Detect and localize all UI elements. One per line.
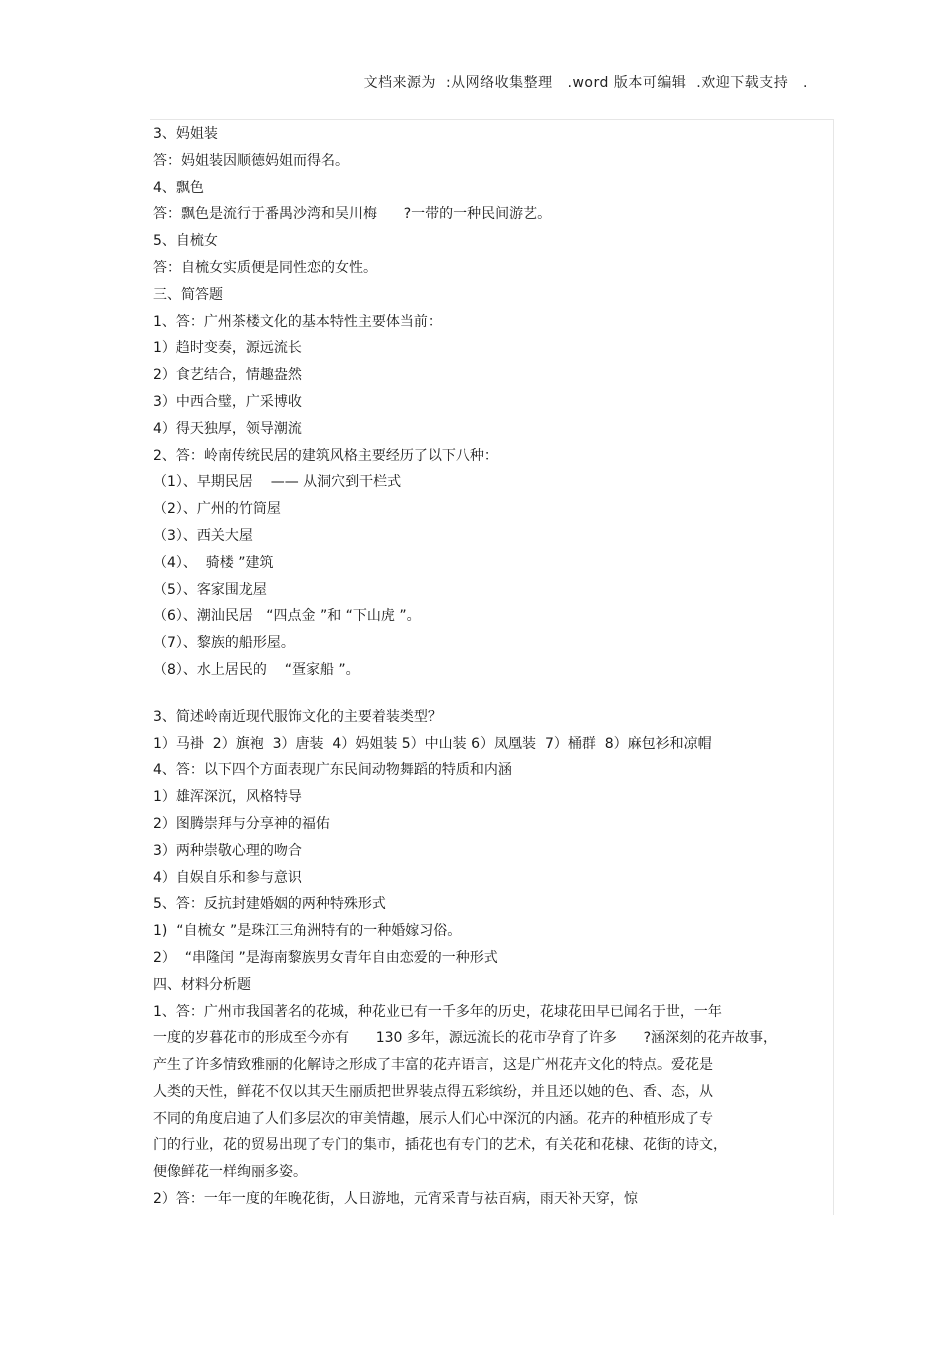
text-line: 人类的天性，鲜花不仅以其天生丽质把世界装点得五彩缤纷，并且还以她的色、香、态，从 [153, 1083, 713, 1100]
text-line: 2、答：岭南传统民居的建筑风格主要经历了以下八种： [153, 447, 498, 464]
text-line: 2）食艺结合，情趣盎然 [153, 367, 302, 384]
text-line: 4）自娱自乐和参与意识 [153, 869, 302, 886]
text-line: 四、材料分析题 [153, 976, 251, 993]
text-line: 便像鲜花一样绚丽多姿。 [153, 1164, 307, 1181]
text-line: 三、简答题 [153, 286, 223, 303]
text-line: 1、答：广州市我国著名的花城，种花业已有一千多年的历史，花埭花田早已闻名于世，一年 [153, 1003, 722, 1020]
text-line: 门的行业，花的贸易出现了专门的集市，插花也有专门的艺术，有关花和花棣、花街的诗文， [153, 1137, 727, 1154]
document-body [153, 121, 823, 1213]
text-line: 2） “串隆闰 ”是海南黎族男女青年自由恋爱的一种形式 [153, 949, 498, 966]
text-line [153, 684, 823, 704]
text-line: 1) “自梳女 ”是珠江三角洲特有的一种婚嫁习俗。 [153, 923, 462, 940]
text-line: 2）图腾崇拜与分享神的福佑 [153, 815, 330, 832]
text-line: 一度的岁暮花市的形成至今亦有 130 多年，源远流长的花市孕育了许多 ?涵深刻的花卉故事， [153, 1030, 778, 1047]
text-line: 1）雄浑深沉，风格特导 [153, 789, 302, 806]
text-line: 5、自梳女 [153, 233, 218, 250]
text-line: （2）、广州的竹筒屋 [153, 501, 281, 518]
text-line: （3）、西关大屋 [153, 527, 253, 544]
text-line: 3、妈姐装 [153, 126, 218, 142]
text-line: 2）答：一年一度的年晚花街，人日游地，元宵采青与祛百病，雨天补天穿，惊 [153, 1191, 638, 1208]
text-line: 1）马褂 2）旗袍 3）唐装 4）妈姐装 5）中山装 6）凤凰装 7）桶群 8）麻包衫和凉帽 [153, 735, 712, 752]
text-line: 5、答：反抗封建婚姻的两种特殊形式 [153, 896, 386, 913]
text-line: （7）、黎族的船形屋。 [153, 635, 295, 652]
text-line: 产生了许多情致雅丽的化解诗之形成了丰富的花卉语言，这是广州花卉文化的特点。爱花是 [153, 1057, 713, 1074]
text-line: 答：自梳女实质便是同性恋的女性。 [153, 259, 377, 276]
text-line: （8）、水上居民的 “疍家船 ”。 [153, 661, 360, 678]
text-line: （6）、潮汕民居 “四点金 ”和 “下山虎 ”。 [153, 608, 421, 625]
text-line: 4、飘色 [153, 179, 204, 196]
text-line: （5）、客家围龙屋 [153, 581, 267, 598]
text-line: 1）趋时变奏，源远流长 [153, 340, 302, 357]
text-line: 不同的角度启迪了人们多层次的审美情趣，展示人们心中深沉的内涵。花卉的种植形成了专 [153, 1110, 713, 1127]
text-line: 3）两种崇敬心理的吻合 [153, 842, 302, 859]
text-line: 答：飘色是流行于番禺沙湾和吴川梅 ?一带的一种民间游艺。 [153, 206, 552, 223]
frame-top-border [150, 119, 834, 120]
text-line: 1、答：广州茶楼文化的基本特性主要体当前： [153, 313, 442, 330]
text-line: 4、答：以下四个方面表现广东民间动物舞蹈的特质和内涵 [153, 762, 512, 779]
text-line: 答：妈姐装因顺德妈姐而得名。 [153, 152, 349, 169]
text-line: 3、简述岭南近现代服饰文化的主要着装类型？ [153, 708, 442, 725]
frame-right-border [833, 119, 834, 1215]
page-header: 文档来源为 :从网络收集整理 .word 版本可编辑 .欢迎下载支持 . [363, 75, 808, 91]
text-line: （1）、早期民居 —— 从洞穴到干栏式 [153, 474, 402, 491]
text-line: 3）中西合璧，广采博收 [153, 393, 302, 410]
text-line: 4）得天独厚，领导潮流 [153, 420, 302, 437]
text-line: （4）、 骑楼 ”建筑 [153, 554, 274, 571]
